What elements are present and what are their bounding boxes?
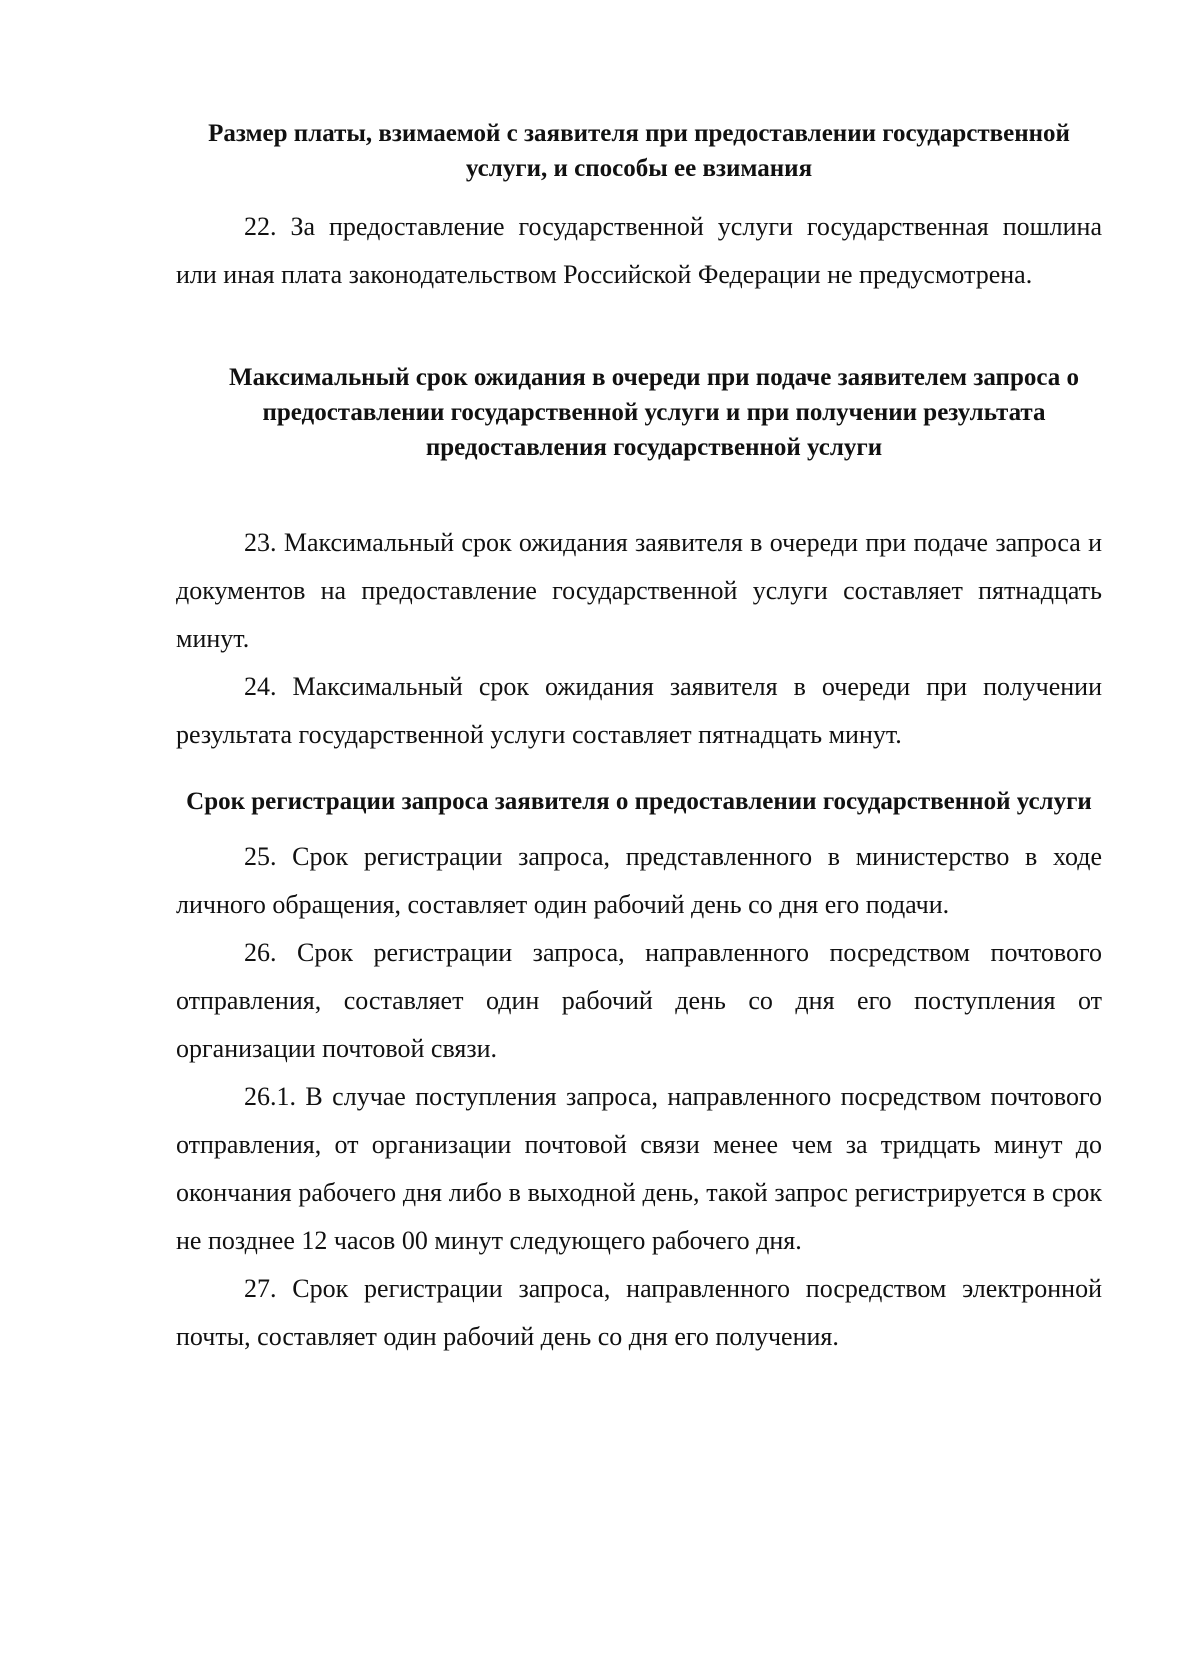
paragraph-24: 24. Максимальный срок ожидания заявителя в очереди при получении результата государственной услуги составляет пятнадцать минут.: [176, 672, 1102, 749]
paragraph-26-1: 26.1. В случае поступления запроса, направленного посредством почтового отправления, от организации почтовой связи менее чем за тридцать минут до окончания рабочего дня либо в выходной день, такой запрос регистрируется в срок не позднее 12 часов 00 минут следующего рабочего дня.: [176, 1082, 1102, 1255]
section-heading-fee: Размер платы, взимаемой с заявителя при предоставлении государственной услуги, и способы ее взимания: [208, 120, 1070, 182]
document-body: [176, 110, 1102, 1361]
paragraph-26: 26. Срок регистрации запроса, направленного посредством почтового отправления, составляет один рабочий день со дня его поступления от организации почтовой связи.: [176, 938, 1102, 1063]
paragraph-22: 22. За предоставление государственной услуги государственная пошлина или иная плата законодательством Российской Федерации не предусмотрена.: [176, 212, 1102, 289]
paragraph-25: 25. Срок регистрации запроса, представленного в министерство в ходе личного обращения, составляет один рабочий день со дня его подачи.: [176, 842, 1102, 919]
paragraph-27: 27. Срок регистрации запроса, направленного посредством электронной почты, составляет один рабочий день со дня его получения.: [176, 1274, 1102, 1351]
paragraph-23: 23. Максимальный срок ожидания заявителя в очереди при подаче запроса и документов на предоставление государственной услуги составляет пятнадцать минут.: [176, 528, 1102, 653]
section-heading-registration: Срок регистрации запроса заявителя о предоставлении государственной услуги: [186, 788, 1092, 815]
section-heading-queue: Максимальный срок ожидания в очереди при подаче заявителем запроса о предоставлении государственной услуги и при получении результата предоставления государственной услуги: [228, 364, 1079, 461]
